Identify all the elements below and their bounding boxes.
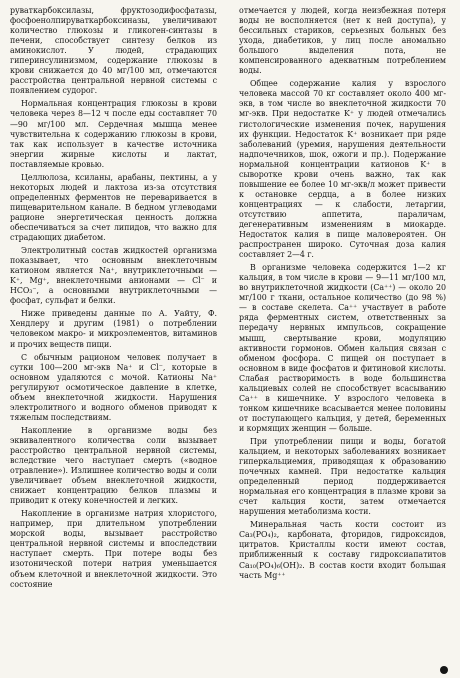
paragraph: руваткарбоксилазы, фруктозодифосфатазы, фосфоенолпируваткарбоксиназы, увеличивают количество глюкозы и гликоген-синтазы в печени, способствует синтезу белков из аминокислот. У людей, страдающих гиперинсулинизмом, содержание глюкозы в крови снижается до 40 мг/100 мл, отмечаются расстройства центральной нервной системы с появлением судорог. (10, 6, 217, 96)
paragraph: Целлюлоза, ксиланы, арабаны, пектины, а у некоторых людей и лактоза из-за отсутствия определенных ферментов не переваривается в пищеварительном канале. В бедном углеводами рационе энергетическая ценность должна обеспечиваться за счет липидов, что важно для страдающих диабетом. (10, 172, 217, 243)
left-column (10, 6, 217, 590)
paragraph: Минеральная часть кости состоит из Ca₃(PO₄)₂, карбоната, фторидов, гидроксидов, цитратов. Кристаллы кости имеют состав, приближенный к составу гидроксиапатитов Ca₁₀(PO₄)₆(OH)₂. В состав кости входит большая часть Mg⁺⁺ (239, 520, 446, 580)
paragraph: С обычным рационом человек получает в сутки 100—200 мг-экв Na⁺ и Cl⁻, которые в основном удаляются с мочой. Катионы Na⁺ регулируют осмотическое давление в клетке, объем внеклеточной жидкости. Нарушения электролитного и водного обменов приводят к тяжелым последствиям. (10, 352, 217, 422)
paragraph: Электролитный состав жидкостей организма показывает, что основным внеклеточным катионом является Na⁺, внутриклеточными — K⁺, Mg⁺, внеклеточными анионами — Cl⁻ и HCO₃⁻, а основными внутриклеточными — фосфат, сульфат и белки. (10, 246, 217, 306)
paragraph: Накопление в организме натрия хлористого, например, при длительном употреблении морской воды, вызывает расстройство центральной нервной системы и впоследствии наступает смерть. При потере воды без изотонической потери натрия уменьшается объем клеточной и внеклеточной жидкости. Это состояние (10, 509, 217, 589)
paragraph: Нормальная концентрация глюкозы в крови человека через 8—12 ч после еды составляет 70—90 мг/100 мл. Сердечная мышца менее чувствительна к содержанию глюкозы в крови, так как использует в качестве источника энергии жирные кислоты и лактат, поставляемые кровью. (10, 99, 217, 169)
paragraph: При употреблении пищи и воды, богатой кальцием, и некоторых заболеваниях возникает гиперкальциемия, приводящая к образованию почечных камней. При недостатке кальция определенный период поддерживается нормальная его концентрация в плазме крови за счет кальция кости, затем отмечается нарушения метаболизма кости. (239, 436, 446, 517)
paragraph: Общее содержание калия у взрослого человека массой 70 кг составляет около 400 мг-экв, в том числе во внеклеточной жидкости 70 мг-экв. При недостатке K⁺ у людей отмечались гистологические изменения почек, нарушения их функции. Недостаток K⁺ возникает при ряде заболеваний (уремия, нарушения деятельности надпочечников, шок, ожоги и пр.). Подержание нормальной концентрации катионов K⁺ в сыворотке крови очень важно, так как повышение ее более 10 мг-экв/л может привести к остановке сердца, а в более низких концентрациях — к слабости, летаргии, отсутствию аппетита, параличам, дегенеративным изменениям в миокарде. Недостаток калия в пище маловероятен. Он распространен широко. Суточная доза калия составляет 2—4 г. (239, 79, 446, 260)
page-end-dot (440, 666, 448, 674)
right-column (239, 6, 446, 581)
paragraph: Ниже приведены данные по А. Уайту, Ф. Хендлеру и другим (1981) о потреблении человеком макро- и микроэлементов, витаминов и прочих веществ пищи. (10, 309, 217, 349)
paragraph: В организме человека содержится 1—2 кг кальция, в том числе в крови — 9—11 мг/100 мл, во внутриклеточной жидкости (Ca⁺⁺) — около 20 мг/100 г ткани, остальное количество (до 98 %) — в составе скелета. Ca⁺⁺ участвует в работе ряда ферментных систем, ответственных за передачу нервных импульсов, сокращение мышц, свертывание крови, модуляцию активности гормонов. Обмен кальция связан с обменом фосфора. С пищей он поступает в основном в виде фосфатов и фитиновой кислоты. Слабая растворимость в воде большинства кальциевых солей не способствует всасыванию Ca⁺⁺ в кишечнике. У взрослого человека в тонком кишечнике всасывается менее половины от поступающего кальция, у детей, беременных и кормящих женщин — больше. (239, 263, 446, 433)
paragraph: отмечается у людей, когда неизбежная потеря воды не восполняется (нет к ней доступа), у бессильных стариков, серьезных больных без ухода, диабетиков, у лиц после аномально большого выделения пота, не компенсированного адекватным потреблением воды. (239, 6, 446, 76)
paragraph: Накопление в организме воды без эквивалентного количества соли вызывает расстройство центральной нервной системы, вследствие чего наступает смерть («водное отравление»). Излишнее количество воды и соли увеличивает объем внеклеточной жидкости, снижает концентрацию белков плазмы и приводит к отеку конечностей и легких. (10, 425, 217, 506)
